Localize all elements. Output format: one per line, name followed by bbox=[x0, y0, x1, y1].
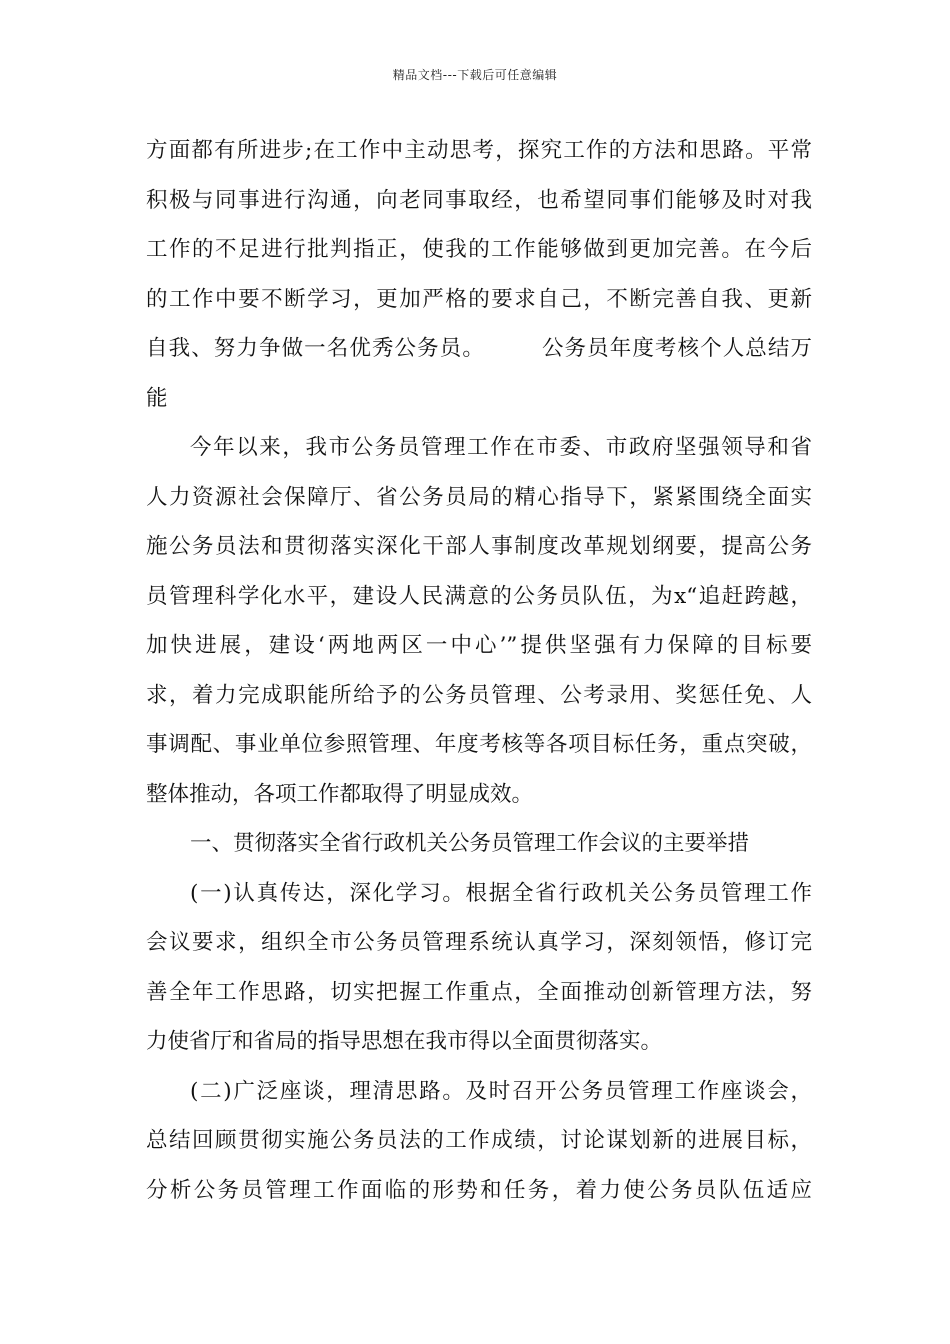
text-line: 人力资源社会保障厅、省公务员局的精心指导下，紧紧围绕全面实 bbox=[146, 484, 812, 510]
text-line: 力使省厅和省局的指导思想在我市得以全面贯彻落实。 bbox=[146, 1029, 663, 1054]
text-line: 方面都有所进步;在工作中主动思考，探究工作的方法和思路。平常 bbox=[146, 138, 812, 163]
page-header: 精品文档---下载后可任意编辑 bbox=[392, 68, 558, 82]
text-line: 整体推动，各项工作都取得了明显成效。 bbox=[146, 781, 534, 807]
text-line: 分析公务员管理工作面临的形势和任务，着力使公务员队伍适应 bbox=[146, 1177, 812, 1203]
text-line: 的工作中要不断学习，更加严格的要求自己，不断完善自我、更新 bbox=[146, 286, 812, 312]
text-line: 加快进展，建设‘两地两区一中心’”提供坚强有力保障的目标要 bbox=[146, 633, 812, 658]
text-line: (一)认真传达，深化学习。根据全省行政机关公务员管理工作 bbox=[190, 880, 812, 906]
text-line: 总结回顾贯彻实施公务员法的工作成绩，讨论谋划新的进展目标， bbox=[146, 1128, 812, 1153]
text-line: (二)广泛座谈，理清思路。及时召开公务员管理工作座谈会， bbox=[190, 1078, 812, 1104]
text-line: 施公务员法和贯彻落实深化干部人事制度改革规划纲要，提高公务 bbox=[146, 534, 812, 559]
document-body bbox=[146, 126, 812, 1215]
text-line: 事调配、事业单位参照管理、年度考核等各项目标任务，重点突破， bbox=[146, 732, 812, 757]
text-line: 能 bbox=[146, 385, 168, 411]
text-line: 工作的不足进行批判指正，使我的工作能够做到更加完善。在今后 bbox=[146, 237, 812, 262]
text-line: 善全年工作思路，切实把握工作重点，全面推动创新管理方法，努 bbox=[146, 979, 812, 1005]
text-line: 今年以来，我市公务员管理工作在市委、市政府坚强领导和省 bbox=[190, 435, 812, 460]
text-line: 员管理科学化水平，建设人民满意的公务员队伍，为x“追赶跨越， bbox=[146, 583, 812, 609]
text-line: 会议要求，组织全市公务员管理系统认真学习，深刻领悟，修订完 bbox=[146, 930, 812, 955]
text-line: 一、贯彻落实全省行政机关公务员管理工作会议的主要举措 bbox=[190, 831, 750, 856]
text-line: 求，着力完成职能所给予的公务员管理、公考录用、奖惩任免、人 bbox=[146, 682, 812, 708]
text-line: 自我、努力争做一名优秀公务员。 公务员年度考核个人总结万 bbox=[146, 336, 812, 361]
text-line: 积极与同事进行沟通，向老同事取经，也希望同事们能够及时对我 bbox=[146, 187, 812, 213]
